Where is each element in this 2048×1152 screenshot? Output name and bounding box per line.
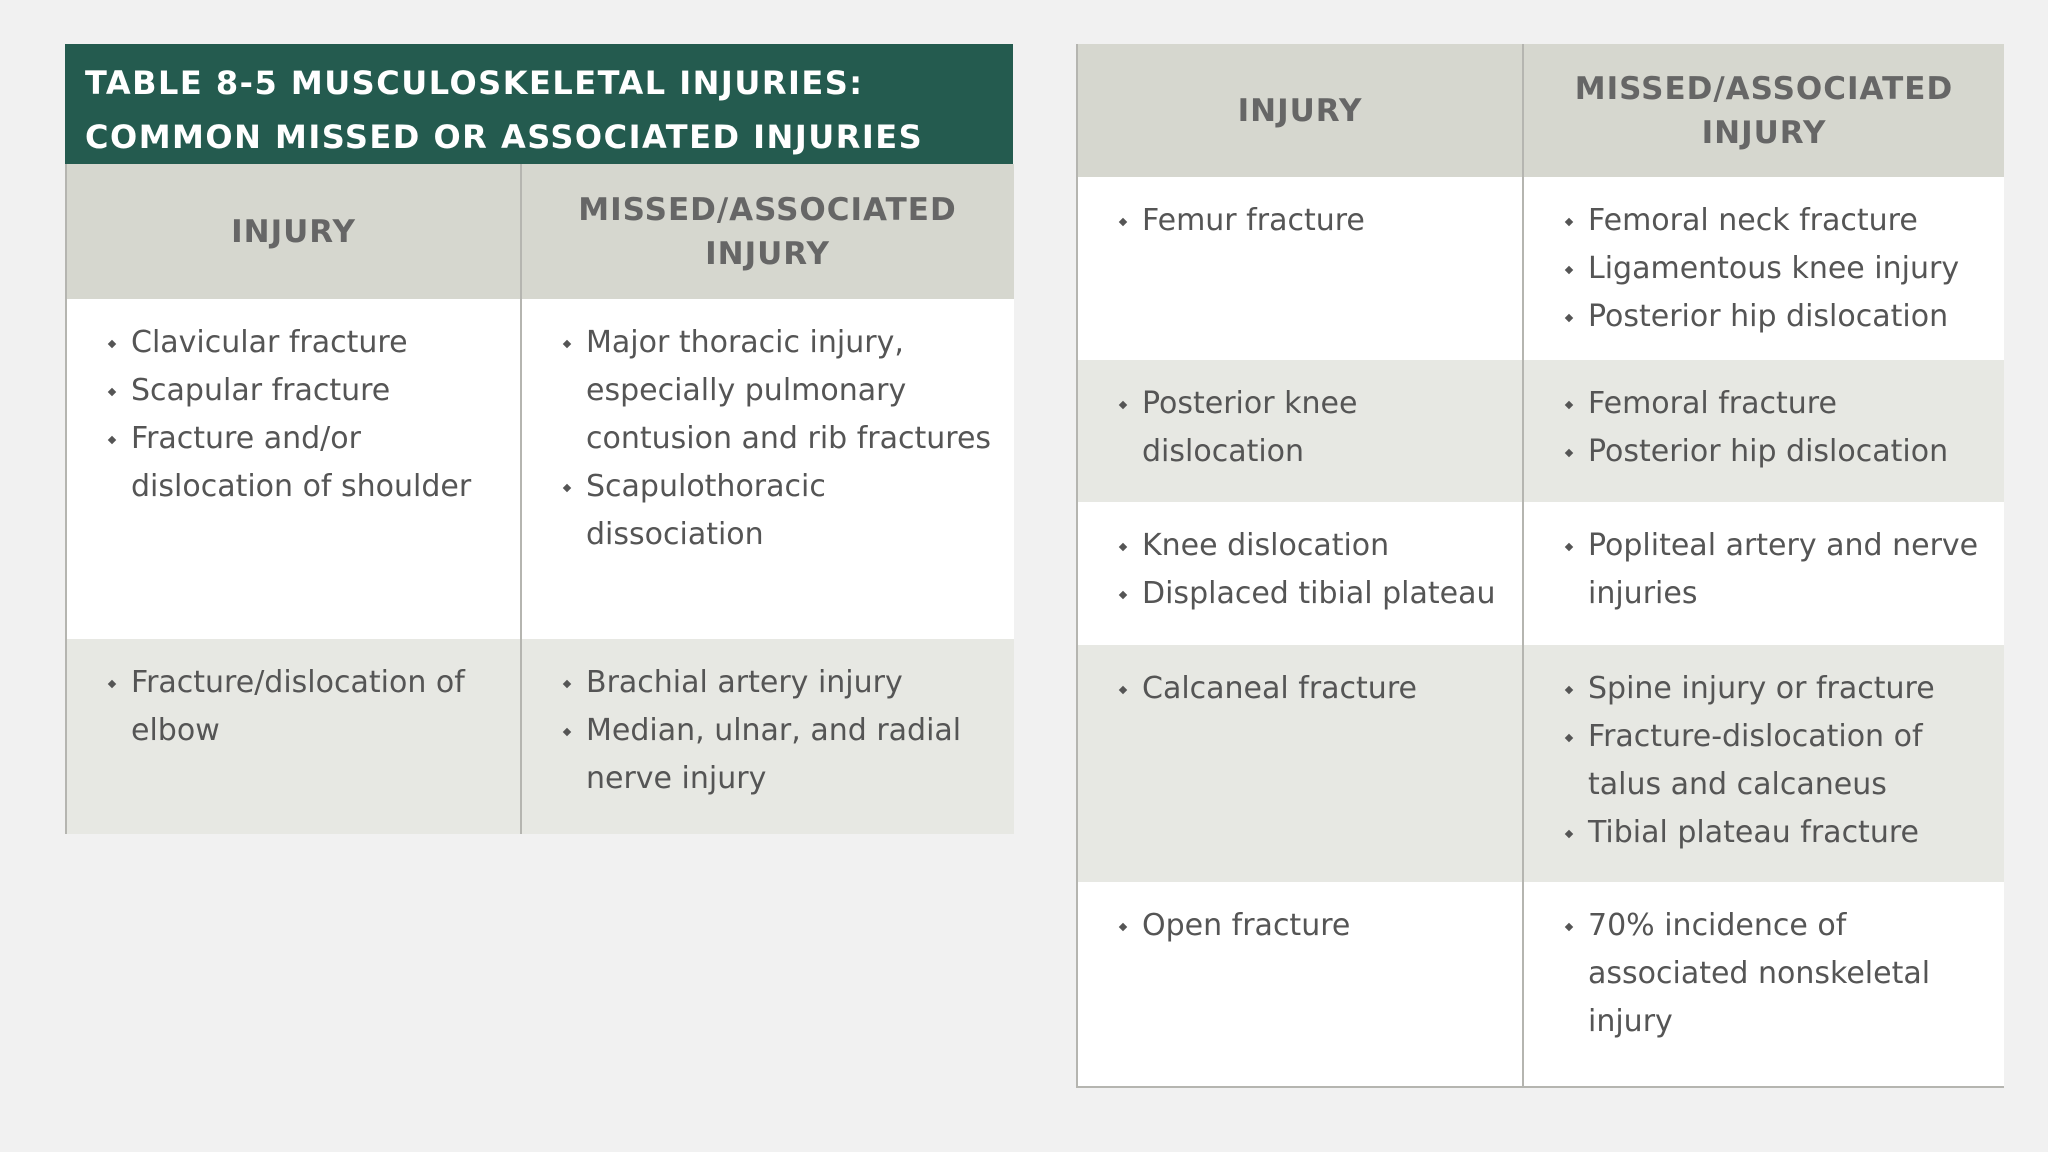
list-item: Fracture/dislocation of elbow xyxy=(77,659,510,755)
associated-cell xyxy=(1523,882,2004,1087)
table-row xyxy=(1077,177,2004,360)
header-injury xyxy=(1077,44,1523,177)
header-associated xyxy=(521,164,1014,299)
table-header-row xyxy=(1077,44,2004,177)
table-row xyxy=(66,639,1014,834)
header-associated-line-2: INJURY xyxy=(705,235,830,272)
list-item: Scapulothoracic dissociation xyxy=(532,463,1003,559)
table-right xyxy=(1076,44,2003,1088)
associated-cell xyxy=(1523,502,2004,645)
header-associated xyxy=(1523,44,2004,177)
header-associated-line-1: MISSED/ASSOCIATED xyxy=(1574,70,1954,107)
associated-cell xyxy=(1523,645,2004,882)
associated-cell xyxy=(1523,360,2004,502)
list-item: Popliteal artery and nerve injuries xyxy=(1534,522,1994,618)
list-item: Ligamentous knee injury xyxy=(1534,245,1994,293)
list-item: Posterior hip dislocation xyxy=(1534,428,1994,476)
list-item: Knee dislocation xyxy=(1088,522,1512,570)
table-row xyxy=(1077,645,2004,882)
associated-list xyxy=(532,659,1004,803)
list-item: Posterior hip dislocation xyxy=(1534,293,1994,341)
list-item: Clavicular fracture xyxy=(77,319,510,367)
injury-list xyxy=(1088,665,1512,713)
injury-cell xyxy=(66,299,521,639)
injury-list xyxy=(1088,522,1512,618)
injury-cell xyxy=(1077,882,1523,1087)
list-item: 70% incidence of associated nonskeletal injury xyxy=(1534,902,1994,1046)
list-item: Fracture-dislocation of talus and calcaneus xyxy=(1534,713,1994,809)
list-item: Major thoracic injury, especially pulmonary contusion and rib fractures xyxy=(532,319,1003,463)
injury-list xyxy=(1088,380,1512,476)
associated-list xyxy=(1534,380,1994,476)
associated-list xyxy=(1534,665,1994,857)
injury-cell xyxy=(66,639,521,834)
table-row xyxy=(1077,882,2004,1087)
header-associated-line-1: MISSED/ASSOCIATED xyxy=(578,191,957,228)
table-row xyxy=(1077,360,2004,502)
table-row xyxy=(1077,502,2004,645)
injury-table-right xyxy=(1076,44,2004,1088)
injury-table-left xyxy=(65,164,1015,834)
associated-list xyxy=(532,319,1003,559)
header-associated-line-2: INJURY xyxy=(1701,114,1827,151)
injury-list xyxy=(1088,197,1512,245)
list-item: Calcaneal fracture xyxy=(1088,665,1512,713)
injury-cell xyxy=(1077,502,1523,645)
injury-list xyxy=(1088,902,1512,950)
injury-cell xyxy=(1077,177,1523,360)
injury-list xyxy=(77,319,510,511)
list-item: Brachial artery injury xyxy=(532,659,1004,707)
header-injury-label: INJURY xyxy=(1237,92,1363,129)
associated-list xyxy=(1534,522,1994,618)
list-item: Open fracture xyxy=(1088,902,1512,950)
associated-cell xyxy=(521,639,1014,834)
associated-list xyxy=(1534,197,1994,341)
list-item: Fracture and/or dislocation of shoulder xyxy=(77,415,510,511)
list-item: Spine injury or fracture xyxy=(1534,665,1994,713)
table-left xyxy=(65,44,1013,834)
list-item: Tibial plateau fracture xyxy=(1534,809,1994,857)
table-title-line-2: COMMON MISSED OR ASSOCIATED INJURIES xyxy=(85,118,924,156)
list-item: Femoral neck fracture xyxy=(1534,197,1994,245)
table-header-row xyxy=(66,164,1014,299)
table-title xyxy=(65,44,1013,164)
list-item: Scapular fracture xyxy=(77,367,510,415)
associated-cell xyxy=(1523,177,2004,360)
table-row xyxy=(66,299,1014,639)
injury-list xyxy=(77,659,510,755)
list-item: Displaced tibial plateau xyxy=(1088,570,1512,618)
associated-cell xyxy=(521,299,1014,639)
list-item: Femoral fracture xyxy=(1534,380,1994,428)
associated-list xyxy=(1534,902,1994,1046)
injury-cell xyxy=(1077,645,1523,882)
header-injury xyxy=(66,164,521,299)
list-item: Posterior knee dislocation xyxy=(1088,380,1512,476)
header-injury-label: INJURY xyxy=(231,213,356,250)
list-item: Median, ulnar, and radial nerve injury xyxy=(532,707,1004,803)
injury-cell xyxy=(1077,360,1523,502)
table-title-line-1: TABLE 8-5 MUSCULOSKELETAL INJURIES: xyxy=(85,64,864,102)
list-item: Femur fracture xyxy=(1088,197,1512,245)
